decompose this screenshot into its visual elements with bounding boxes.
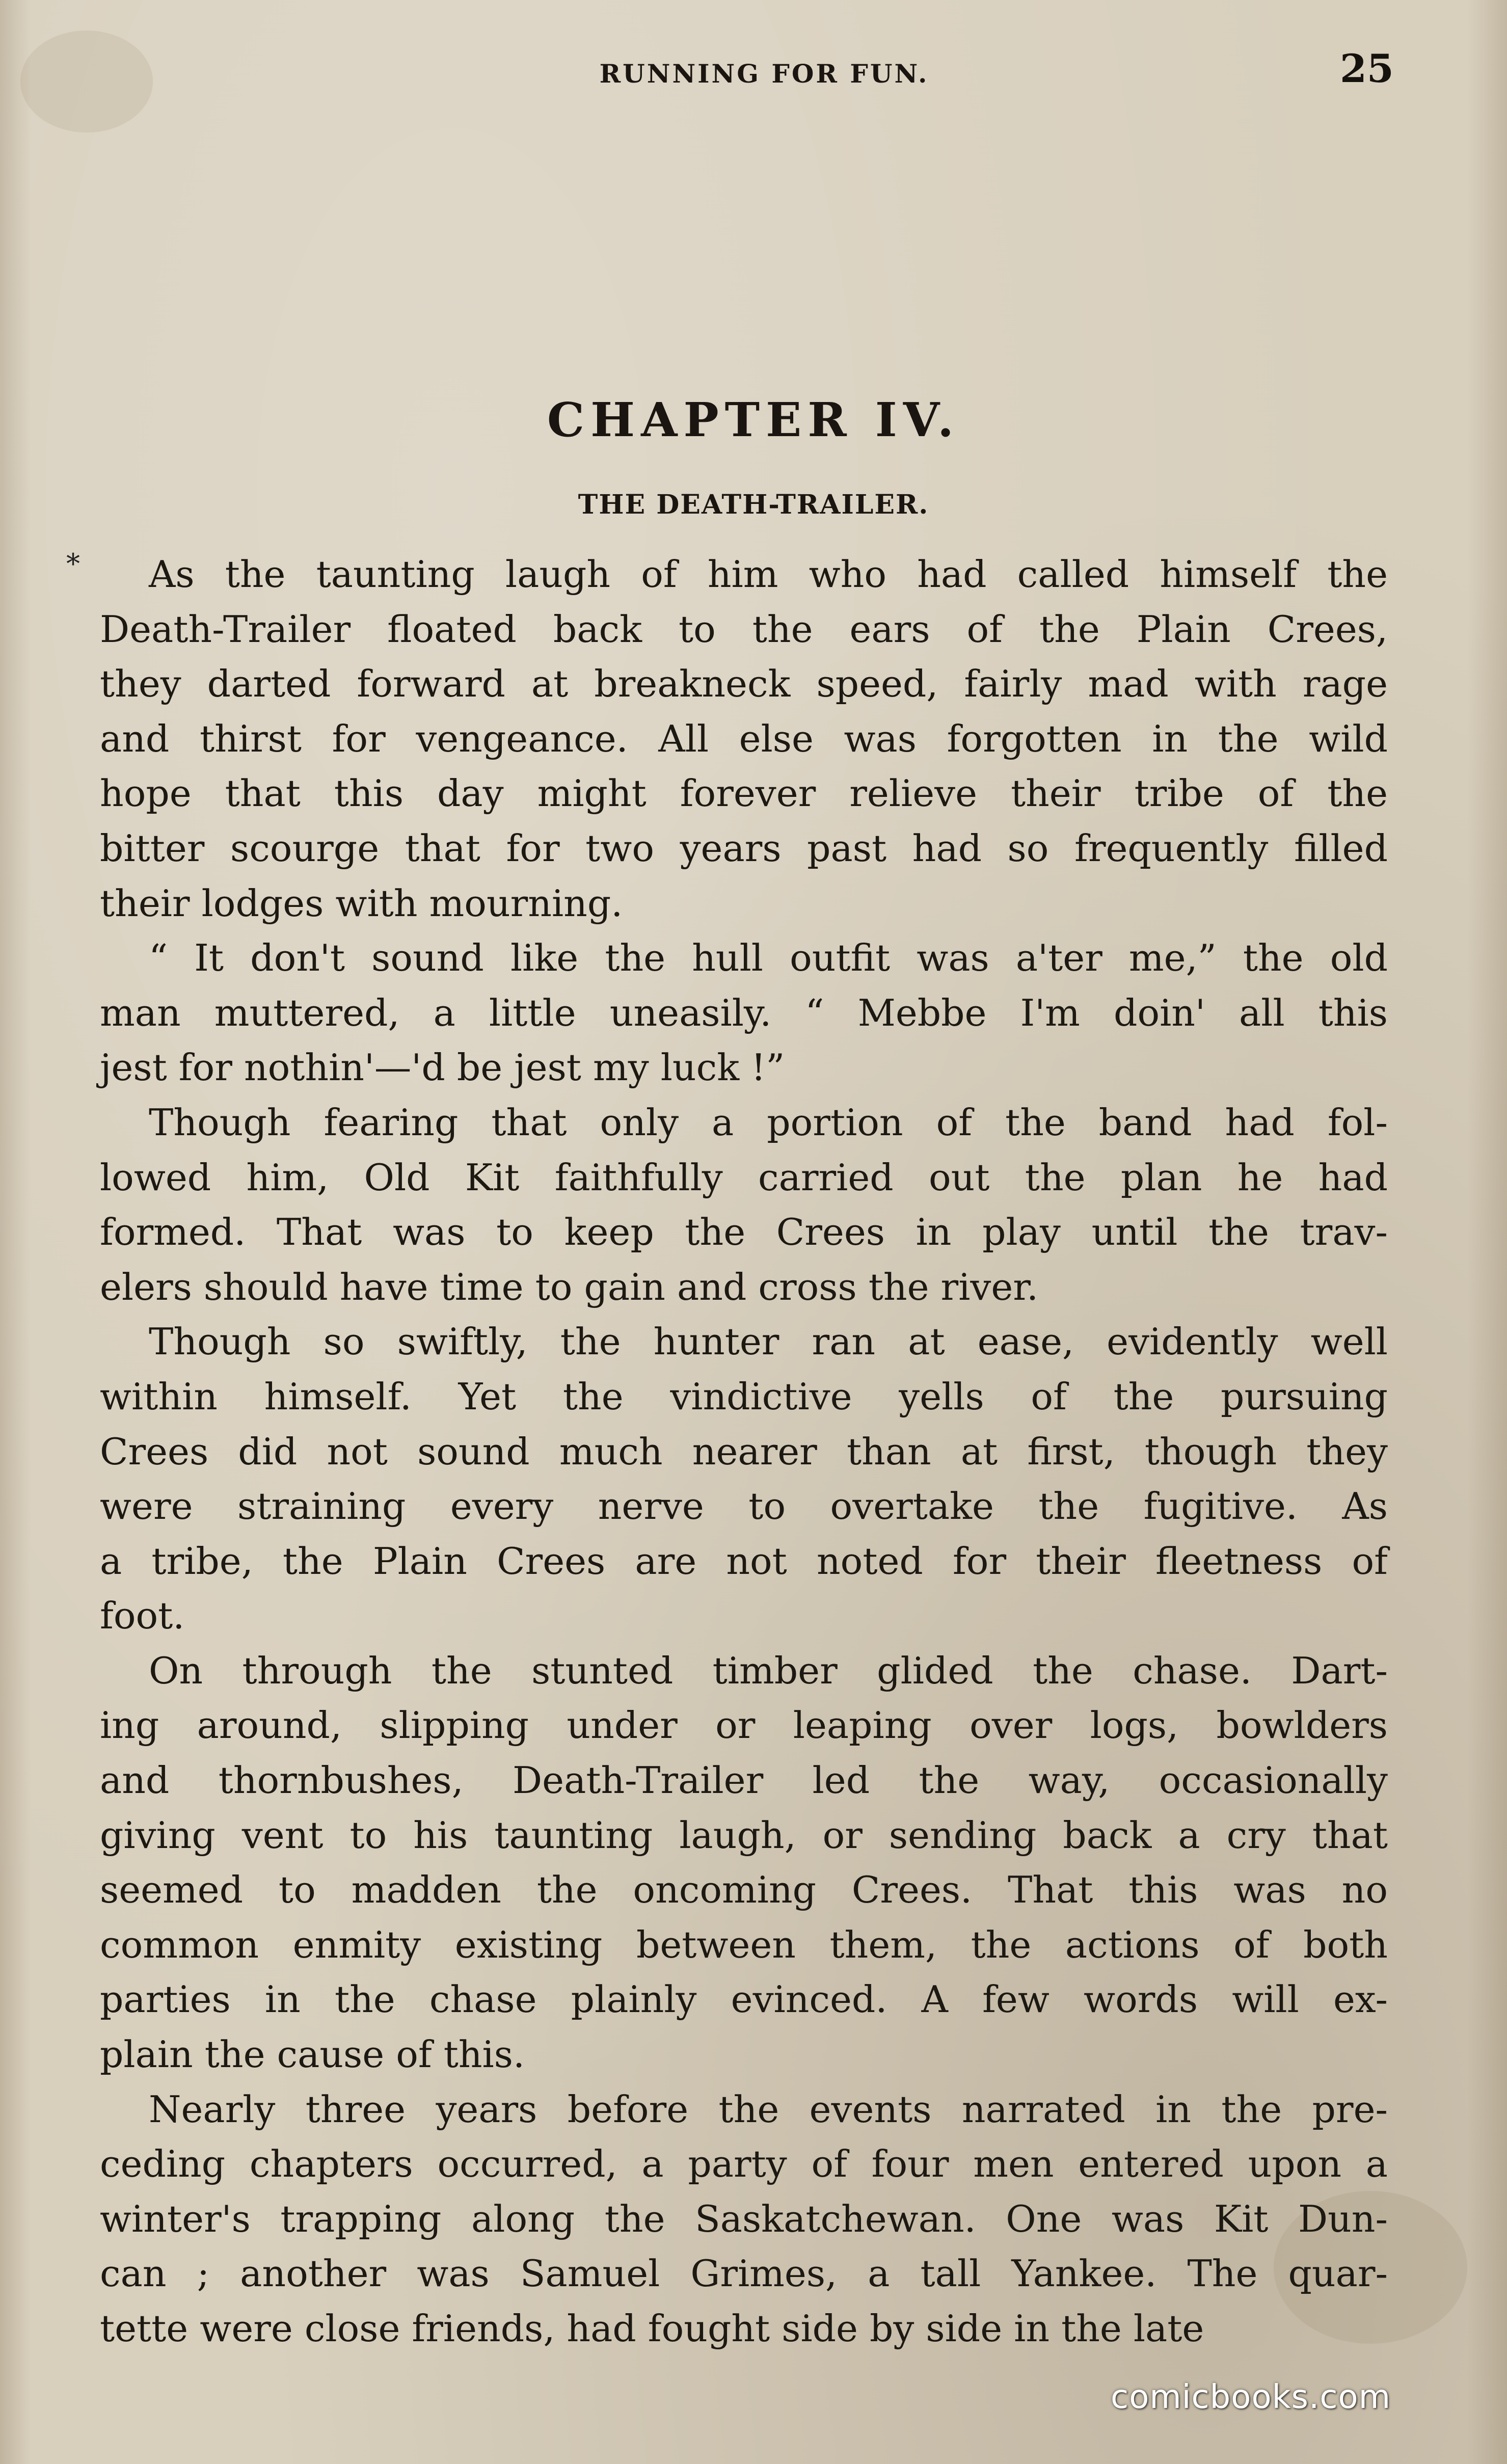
text-line: jest for nothin'—'d be jest my luck !” (100, 1047, 785, 1090)
paragraph (100, 2083, 1388, 2357)
text-line: tette were close friends, had fought side by side in the late (100, 2308, 1204, 2350)
text-line: Death-Trailer floated back to the ears of the Plain Crees, (100, 608, 1388, 651)
paper-stain (20, 31, 153, 132)
paragraph (100, 1644, 1388, 2083)
text-line: On through the stunted timber glided the chase. Dart- (149, 1649, 1388, 1693)
text-line: As the taunting laugh of him who had called himself the (149, 553, 1388, 596)
text-line: plain the cause of this. (100, 2033, 525, 2077)
text-line: elers should have time to gain and cross the river. (100, 1266, 1038, 1309)
text-line: and thirst for vengeance. All else was forgotten in the wild (100, 717, 1388, 761)
text-line: and thornbushes, Death-Trailer led the way, occasionally (100, 1759, 1388, 1803)
text-line: foot. (100, 1595, 185, 1638)
paragraph (100, 548, 1388, 931)
text-line: Crees did not sound much nearer than at first, though they (100, 1430, 1388, 1474)
chapter-body-text (100, 548, 1388, 2357)
chapter-subtitle: THE DEATH-TRAILER. (578, 489, 929, 520)
text-line: giving vent to his taunting laugh, or sending back a cry that (100, 1814, 1388, 1857)
paragraph (100, 931, 1388, 1096)
page-number: 25 (1340, 46, 1394, 91)
watermark-text: comicbooks.com (1111, 2378, 1391, 2416)
text-line: bitter scourge that for two years past had so frequently filled (100, 827, 1388, 870)
text-line: Nearly three years before the events narrated in the pre- (149, 2088, 1388, 2131)
text-line: their lodges with mourning. (100, 882, 623, 925)
text-line: common enmity existing between them, the actions of both (100, 1923, 1388, 1967)
marginal-mark: * (66, 548, 80, 580)
text-line: a tribe, the Plain Crees are not noted for their fleetness of (100, 1540, 1388, 1583)
text-line: lowed him, Old Kit faithfully carried out the plan he had (100, 1156, 1388, 1199)
text-line: Though fearing that only a portion of the band had fol- (149, 1101, 1388, 1144)
text-line: ing around, slipping under or leaping over logs, bowlders (100, 1704, 1388, 1748)
text-line: Though so swiftly, the hunter ran at ease, evidently well (149, 1321, 1388, 1364)
text-line: “ It don't sound like the hull outfit was a'ter me,” the old (149, 937, 1388, 980)
running-head: RUNNING FOR FUN. (599, 59, 929, 89)
text-line: seemed to madden the oncoming Crees. That this was no (100, 1869, 1388, 1912)
text-line: were straining every nerve to overtake the fugitive. As (100, 1485, 1388, 1529)
text-line: parties in the chase plainly evinced. A few words will ex- (100, 1978, 1388, 2022)
text-line: ceding chapters occurred, a party of four men entered upon a (100, 2143, 1388, 2186)
text-line: hope that this day might forever relieve their tribe of the (100, 772, 1388, 816)
text-line: man muttered, a little uneasily. “ Mebbe I'm doin' all this (100, 992, 1388, 1035)
text-line: winter's trapping along the Saskatchewan. One was Kit Dun- (100, 2198, 1388, 2241)
text-line: can ; another was Samuel Grimes, a tall Yankee. The quar- (100, 2253, 1388, 2296)
chapter-title: CHAPTER IV. (547, 392, 960, 447)
paragraph (100, 1096, 1388, 1315)
text-line: within himself. Yet the vindictive yells of the pursuing (100, 1375, 1388, 1418)
text-line: formed. That was to keep the Crees in play until the trav- (100, 1211, 1388, 1254)
paragraph (100, 1315, 1388, 1644)
text-line: they darted forward at breakneck speed, fairly mad with rage (100, 663, 1388, 706)
